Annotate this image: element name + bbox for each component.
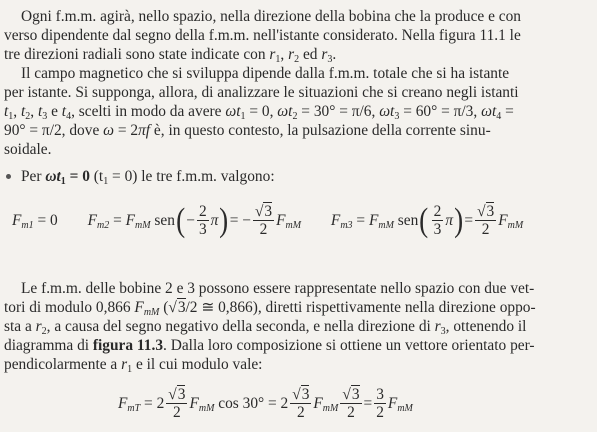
paragraph-1-line-2: [4, 27, 521, 45]
text: /2 ≅ 0,866), diretti rispettivamente nella direzione oppo-: [185, 299, 536, 316]
text: sta a: [4, 318, 36, 335]
text: Il campo magnetico che si sviluppa dipende dalla f.m.m. totale che si ha istante: [21, 65, 510, 82]
paragraph-2-line-5: [4, 141, 51, 159]
sub: m1: [21, 219, 34, 231]
var-r: r: [288, 46, 295, 63]
text: = 2: [114, 122, 139, 139]
text: soidale.: [4, 141, 52, 158]
text: è, in questo contesto, la pulsazione della corrente sinu-: [150, 122, 491, 139]
equation-1: $F_{m1} = 0$ $F_{m2} = F_{mM}$ sen(− $\frac{2}{3}$ π)= − $\frac{√3}{2}$ $F_{mM}$ $F_{m3} = F_{mM}$ sen( $\frac{2}{3}$ π)= $\frac{√3}{2}$ $F_{mM}$: [12, 201, 524, 239]
equation-2: $F_{mT} = 2$ $\frac{√3}{2}$ $F_{mM}$ cos 30° = 2 $\frac{√3}{2}$ $F_{mM}$ $\frac{√3}{2}$ = $\frac{3}{2}$ $F_{mM}$: [118, 386, 413, 421]
paragraph-3-line-4: [4, 337, 535, 355]
sub: 2: [294, 54, 300, 65]
text: Per: [21, 168, 46, 185]
text: Ogni f.m.m. agirà, nello spazio, nella direzione della bobina che la produce e con: [21, 8, 522, 25]
sub: 1: [103, 176, 109, 187]
text: verso dipendente dal segno della f.m.m. nell'istante considerato. Nella figura 11.1 le: [4, 27, 521, 44]
paragraph-3-line-3: sta a $r_2$, a causa del segno negativo della seconda, e nella direzione di $r_3$, ottenendo il: [4, 318, 527, 337]
text: = 30° = π/6,: [297, 103, 380, 120]
text: 90° = π/2, dove: [4, 122, 104, 139]
bullet-icon: [6, 174, 11, 179]
paragraph-3-line-2: tori di modulo 0,866 $F_{mM}$ (√3/2 ≅ 0,866), diretti rispettivamente nella direzione oppo-: [4, 299, 536, 318]
text: = 0: [33, 211, 58, 229]
text: = 0,: [245, 103, 278, 120]
text: = 0: [65, 168, 90, 185]
paragraph-2-line-2: [4, 84, 519, 102]
text: pendicolarmente a: [4, 356, 122, 373]
text: 3: [177, 299, 186, 316]
var: F: [12, 211, 22, 229]
text: per istante. Si supponga, allora, di analizzare le situazioni che si creano negli istanti: [4, 84, 519, 101]
text: ,: [280, 46, 289, 63]
text: Le f.m.m. delle bobine 2 e 3 possono essere rappresentate nello spazio con due vet-: [21, 280, 535, 297]
paragraph-1-line-3: [4, 46, 336, 64]
paragraph-3-line-5: pendicolarmente a $r_1$ e il cui modulo vale:: [4, 356, 263, 375]
text: tori di modulo 0,866: [4, 299, 135, 316]
paragraph-2-line-1: [21, 65, 509, 83]
figure-reference: figura 11.3: [92, 337, 164, 354]
text: , ottenendo il: [445, 318, 527, 335]
text: diagramma di: [4, 337, 93, 354]
text: .: [332, 46, 337, 63]
var-r: r: [269, 46, 276, 63]
paragraph-2-line-4: 90° = π/2, dove ω = 2πf è, in questo contesto, la pulsazione della corrente sinu-: [4, 122, 491, 139]
paragraph-1-line-1: [21, 8, 521, 26]
text: e il cui modulo vale:: [132, 356, 263, 373]
text: = 0) le tre f.m.m. valgono:: [108, 168, 275, 185]
text: , scelti in modo da avere: [71, 103, 226, 120]
text: tre direzioni radiali sono state indicate con: [4, 46, 270, 63]
text: (: [159, 299, 169, 316]
text: = 60° = π/3,: [399, 103, 482, 120]
paragraph-2-line-3: $t_1$, $t_2$, $t_3$ e $t_4$, scelti in modo da avere $\omega t_1 = 0$, $\omega t_2 = 30^\circ = \pi/6$, $\omega t_3 = 60^\circ = \pi/3$, $\omega t_4$ =: [4, 103, 514, 122]
text: . Dalla loro composizione si ottiene un vettore orientato per-: [163, 337, 535, 354]
sub: 3: [327, 54, 333, 65]
text: , a causa del segno negativo della seconda, e nella direzione di: [46, 318, 435, 335]
paragraph-3-line-1: [21, 280, 534, 298]
bullet-line: [21, 168, 275, 186]
text: (t: [89, 168, 104, 185]
condition: ωt: [45, 168, 61, 185]
sub: 1: [60, 176, 66, 187]
text: ed: [299, 46, 322, 63]
text: =: [501, 103, 514, 120]
sub: 1: [275, 54, 281, 65]
var-r: r: [321, 46, 328, 63]
